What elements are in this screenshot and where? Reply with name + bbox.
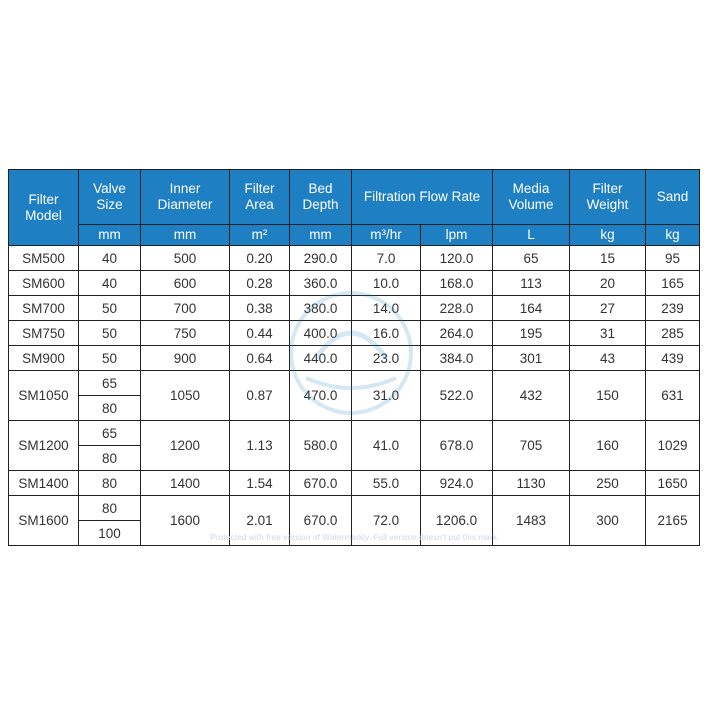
cell-media-volume: 113 — [493, 271, 570, 296]
cell-flow-m3: 55.0 — [352, 471, 421, 496]
cell-sand: 439 — [646, 346, 700, 371]
cell-valve-size: 100 — [79, 521, 141, 546]
header-filter-area — [230, 170, 290, 225]
watermark-footer-text: Protected with free version of Watermarkly. Full version doesn't put this mark. — [210, 533, 500, 542]
cell-valve-size: 80 — [79, 396, 141, 421]
cell-valve-size: 40 — [79, 271, 141, 296]
header-line: Depth — [302, 197, 339, 212]
cell-media-volume: 195 — [493, 321, 570, 346]
cell-filter-weight: 31 — [570, 321, 646, 346]
cell-bed-depth: 360.0 — [290, 271, 352, 296]
cell-model: SM1600 — [9, 496, 79, 546]
cell-model: SM1400 — [9, 471, 79, 496]
unit-weight: kg — [570, 225, 646, 246]
cell-media-volume: 1483 — [493, 496, 570, 546]
header-line: Valve — [93, 181, 126, 196]
unit-area: m² — [230, 225, 290, 246]
header-media-volume — [493, 170, 570, 225]
cell-filter-area: 0.64 — [230, 346, 290, 371]
cell-bed-depth: 380.0 — [290, 296, 352, 321]
spec-table-container — [8, 169, 699, 546]
filter-spec-table — [8, 169, 700, 546]
cell-valve-size: 65 — [79, 371, 141, 396]
cell-flow-m3: 23.0 — [352, 346, 421, 371]
cell-media-volume: 65 — [493, 246, 570, 271]
header-valve-size — [79, 170, 141, 225]
cell-filter-weight: 300 — [570, 496, 646, 546]
unit-bed: mm — [290, 225, 352, 246]
cell-model: SM600 — [9, 271, 79, 296]
header-line: Area — [245, 197, 274, 212]
cell-inner-diameter: 500 — [141, 246, 230, 271]
unit-inner: mm — [141, 225, 230, 246]
cell-filter-weight: 20 — [570, 271, 646, 296]
unit-flow-m3: m³/hr — [352, 225, 421, 246]
cell-media-volume: 1130 — [493, 471, 570, 496]
cell-inner-diameter: 1600 — [141, 496, 230, 546]
cell-sand: 1029 — [646, 421, 700, 471]
table-row — [9, 421, 700, 446]
cell-filter-weight: 250 — [570, 471, 646, 496]
cell-flow-lpm: 522.0 — [421, 371, 493, 421]
header-filtration-flow-rate: Filtration Flow Rate — [352, 170, 493, 225]
cell-flow-lpm: 1206.0 — [421, 496, 493, 546]
header-line: Size — [96, 197, 123, 212]
header-line: Filter — [28, 191, 59, 207]
cell-model: SM1050 — [9, 371, 79, 421]
header-bed-depth — [290, 170, 352, 225]
cell-filter-area: 1.54 — [230, 471, 290, 496]
cell-sand: 285 — [646, 321, 700, 346]
cell-media-volume: 705 — [493, 421, 570, 471]
cell-sand: 2165 — [646, 496, 700, 546]
header-line: Inner — [169, 181, 201, 196]
cell-flow-m3: 16.0 — [352, 321, 421, 346]
header-line: Volume — [508, 197, 554, 212]
cell-media-volume: 432 — [493, 371, 570, 421]
table-row — [9, 346, 700, 371]
table-header — [9, 170, 700, 246]
cell-media-volume: 164 — [493, 296, 570, 321]
unit-flow-lpm: lpm — [421, 225, 493, 246]
cell-bed-depth: 290.0 — [290, 246, 352, 271]
cell-sand: 95 — [646, 246, 700, 271]
table-row — [9, 496, 700, 521]
cell-flow-lpm: 120.0 — [421, 246, 493, 271]
table-row — [9, 321, 700, 346]
cell-inner-diameter: 1400 — [141, 471, 230, 496]
cell-filter-area: 0.44 — [230, 321, 290, 346]
cell-inner-diameter: 600 — [141, 271, 230, 296]
table-body — [9, 246, 700, 546]
cell-sand: 631 — [646, 371, 700, 421]
cell-bed-depth: 400.0 — [290, 321, 352, 346]
cell-model: SM500 — [9, 246, 79, 271]
cell-filter-weight: 43 — [570, 346, 646, 371]
cell-model: SM700 — [9, 296, 79, 321]
header-filter-weight — [570, 170, 646, 225]
cell-filter-area: 0.28 — [230, 271, 290, 296]
cell-filter-weight: 160 — [570, 421, 646, 471]
cell-bed-depth: 670.0 — [290, 496, 352, 546]
cell-flow-m3: 72.0 — [352, 496, 421, 546]
cell-filter-weight: 27 — [570, 296, 646, 321]
table-row — [9, 296, 700, 321]
cell-valve-size: 80 — [79, 446, 141, 471]
cell-filter-area: 0.87 — [230, 371, 290, 421]
cell-bed-depth: 440.0 — [290, 346, 352, 371]
cell-flow-m3: 7.0 — [352, 246, 421, 271]
header-line: Bed — [308, 181, 333, 196]
header-line: Filter — [244, 181, 275, 196]
cell-model: SM750 — [9, 321, 79, 346]
cell-flow-m3: 10.0 — [352, 271, 421, 296]
header-line: Filter — [592, 181, 623, 196]
cell-model: SM1200 — [9, 421, 79, 471]
cell-flow-m3: 14.0 — [352, 296, 421, 321]
table-row — [9, 246, 700, 271]
cell-filter-area: 1.13 — [230, 421, 290, 471]
cell-valve-size: 50 — [79, 296, 141, 321]
header-filter-model — [9, 170, 79, 246]
table-row — [9, 371, 700, 396]
cell-valve-size: 80 — [79, 496, 141, 521]
cell-bed-depth: 670.0 — [290, 471, 352, 496]
table-row — [9, 471, 700, 496]
cell-sand: 239 — [646, 296, 700, 321]
cell-inner-diameter: 1200 — [141, 421, 230, 471]
cell-filter-area: 0.20 — [230, 246, 290, 271]
cell-valve-size: 65 — [79, 421, 141, 446]
cell-flow-lpm: 678.0 — [421, 421, 493, 471]
unit-sand: kg — [646, 225, 700, 246]
header-line: Diameter — [157, 197, 213, 212]
header-sand: Sand — [646, 170, 700, 225]
cell-bed-depth: 470.0 — [290, 371, 352, 421]
cell-flow-lpm: 924.0 — [421, 471, 493, 496]
header-inner-diameter — [141, 170, 230, 225]
cell-filter-area: 2.01 — [230, 496, 290, 546]
cell-flow-lpm: 384.0 — [421, 346, 493, 371]
cell-sand: 1650 — [646, 471, 700, 496]
cell-flow-lpm: 168.0 — [421, 271, 493, 296]
cell-valve-size: 80 — [79, 471, 141, 496]
table-row — [9, 271, 700, 296]
cell-flow-lpm: 228.0 — [421, 296, 493, 321]
cell-sand: 165 — [646, 271, 700, 296]
cell-flow-m3: 31.0 — [352, 371, 421, 421]
cell-inner-diameter: 900 — [141, 346, 230, 371]
cell-flow-m3: 41.0 — [352, 421, 421, 471]
cell-filter-weight: 150 — [570, 371, 646, 421]
cell-filter-area: 0.38 — [230, 296, 290, 321]
cell-filter-weight: 15 — [570, 246, 646, 271]
cell-valve-size: 50 — [79, 346, 141, 371]
header-line: Weight — [586, 197, 629, 212]
cell-inner-diameter: 1050 — [141, 371, 230, 421]
cell-valve-size: 50 — [79, 321, 141, 346]
header-line: Model — [25, 207, 62, 223]
cell-bed-depth: 580.0 — [290, 421, 352, 471]
cell-model: SM900 — [9, 346, 79, 371]
unit-media: L — [493, 225, 570, 246]
cell-flow-lpm: 264.0 — [421, 321, 493, 346]
unit-valve: mm — [79, 225, 141, 246]
cell-media-volume: 301 — [493, 346, 570, 371]
cell-inner-diameter: 750 — [141, 321, 230, 346]
header-line: Media — [512, 181, 550, 196]
cell-valve-size: 40 — [79, 246, 141, 271]
cell-inner-diameter: 700 — [141, 296, 230, 321]
